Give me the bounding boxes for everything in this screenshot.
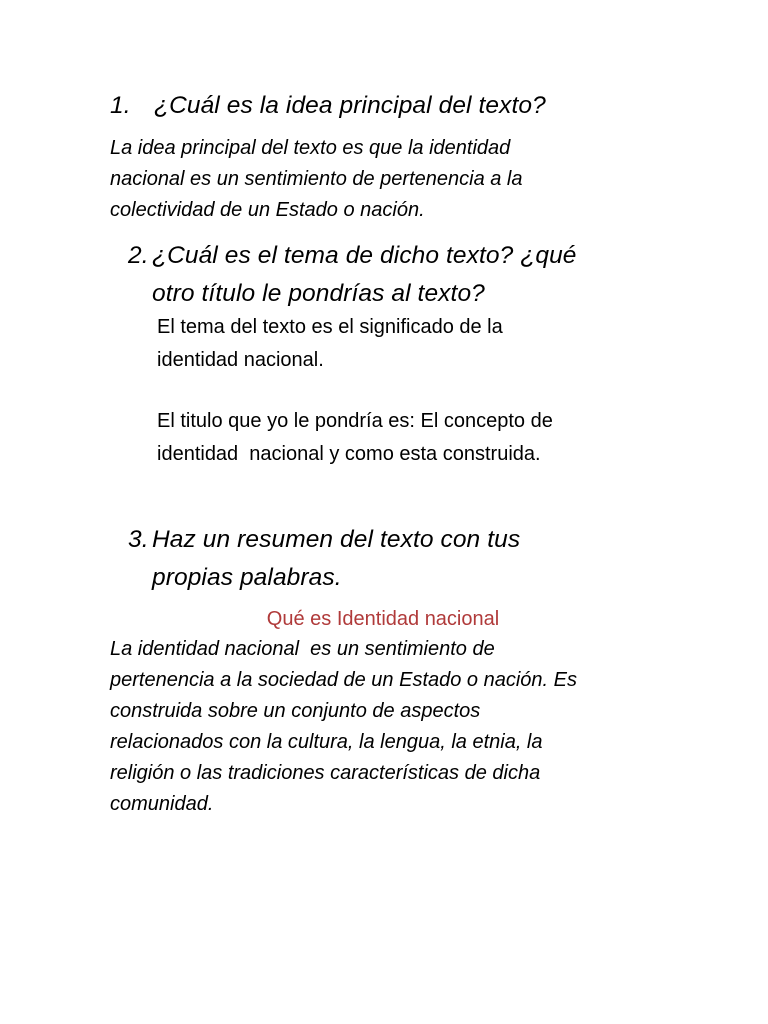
- answer-3-line-4: relacionados con la cultura, la lengua, la etnia, la: [110, 731, 543, 753]
- question-2-text-2: otro título le pondrías al texto?: [152, 280, 485, 307]
- answer-3-line-2: pertenencia a la sociedad de un Estado o nación. Es: [110, 669, 577, 691]
- question-1-text: ¿Cuál es la idea principal del texto?: [154, 92, 546, 119]
- answer-1: [110, 133, 630, 226]
- question-3-line-1: [128, 521, 520, 559]
- answer-1-line-2: nacional es un sentimiento de pertenencia a la: [110, 168, 523, 190]
- question-3-text-2: propias palabras.: [152, 564, 342, 591]
- answer-2-topic-line-1: El tema del texto es el significado de la: [157, 316, 503, 338]
- answer-3: [110, 634, 670, 820]
- answer-3-line-5: religión o las tradiciones características de dicha: [110, 762, 541, 784]
- question-3-text-1: Haz un resumen del texto con tus: [152, 526, 521, 553]
- question-2: [128, 237, 577, 313]
- answer-1-line-1: La idea principal del texto es que la identidad: [110, 137, 511, 159]
- answer-3-line-1: La identidad nacional es un sentimiento de: [110, 638, 495, 660]
- question-2-number: 2.: [128, 242, 149, 269]
- answer-2-topic: [157, 311, 657, 377]
- answer-2-title-line-2: identidad nacional y como esta construida.: [157, 443, 541, 465]
- question-1-number: 1.: [110, 92, 131, 119]
- answer-3-line-3: construida sobre un conjunto de aspectos: [110, 700, 481, 722]
- answer-3-line-6: comunidad.: [110, 793, 214, 815]
- question-2-text-1: ¿Cuál es el tema de dicho texto? ¿qué: [152, 242, 577, 269]
- question-3-number: 3.: [128, 526, 149, 553]
- answer-1-line-3: colectividad de un Estado o nación.: [110, 199, 425, 221]
- answer-2-title: [157, 405, 657, 471]
- answer-2-topic-line-2: identidad nacional.: [157, 349, 324, 371]
- summary-subtitle: Qué es Identidad nacional: [266, 608, 500, 630]
- question-1: [110, 87, 546, 125]
- question-1-line: [110, 87, 546, 125]
- answer-2-title-line-1: El titulo que yo le pondría es: El concepto de: [157, 410, 553, 432]
- question-3: [128, 521, 520, 597]
- question-2-line-1: [128, 237, 577, 275]
